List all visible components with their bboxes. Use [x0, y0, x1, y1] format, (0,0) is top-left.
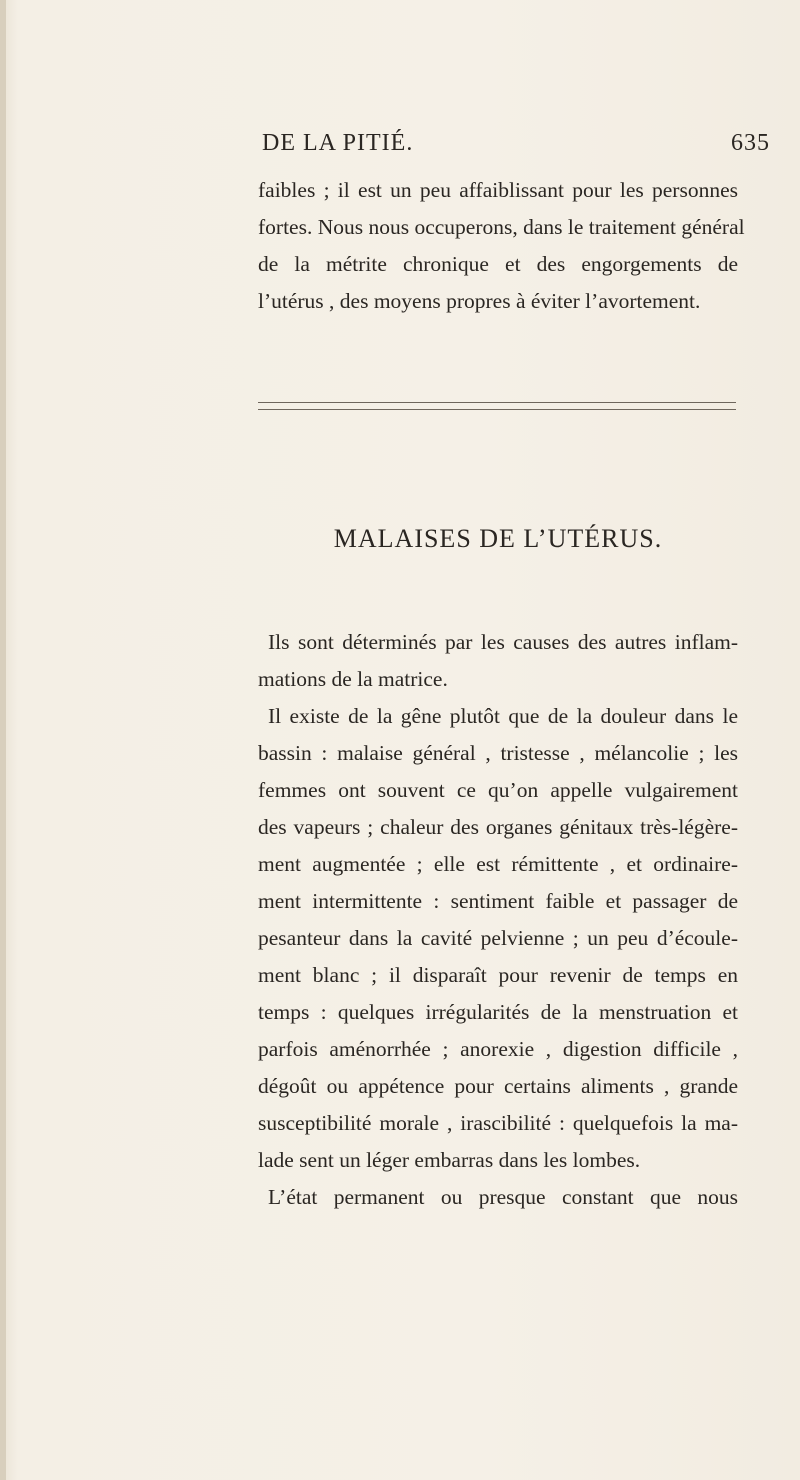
- paragraph: [258, 698, 738, 1179]
- section-title: MALAISES DE L’UTÉRUS.: [333, 524, 663, 553]
- text-line: pesanteur dans la cavité pelvienne ; un peu d’écoule-: [258, 926, 738, 950]
- text-line: parfois aménorrhée ; anorexie , digestion difficile ,: [258, 1037, 738, 1061]
- text-line: Il existe de la gêne plutôt que de la douleur dans le: [268, 704, 738, 728]
- text-line: bassin : malaise général , tristesse , mélancolie ; les: [258, 741, 738, 765]
- running-head: [262, 130, 800, 170]
- text-line: de la métrite chronique et des engorgements de: [258, 252, 738, 276]
- page-number: 635: [731, 130, 770, 156]
- section-divider: [258, 402, 736, 410]
- page-spine-edge: [0, 0, 6, 1480]
- text-line: mations de la matrice.: [258, 667, 448, 691]
- text-line: femmes ont souvent ce qu’on appelle vulgairement: [258, 778, 738, 802]
- text-line: temps : quelques irrégularités de la menstruation et: [258, 1000, 738, 1024]
- text-line: lade sent un léger embarras dans les lombes.: [258, 1148, 641, 1172]
- text-line: l’utérus , des moyens propres à éviter l’avortement.: [258, 289, 701, 313]
- text-line: susceptibilité morale , irascibilité : quelquefois la ma-: [258, 1111, 738, 1135]
- text-line: dégoût ou appétence pour certains aliments , grande: [258, 1074, 738, 1098]
- text-line: des vapeurs ; chaleur des organes génitaux très-légère-: [258, 815, 738, 839]
- running-title: DE LA PITIÉ.: [262, 130, 414, 156]
- text-line: ment blanc ; il disparaît pour revenir de temps en: [258, 963, 738, 987]
- text-line: L’état permanent ou presque constant que nous: [268, 1185, 738, 1209]
- text-line: Ils sont déterminés par les causes des autres inflam-: [268, 630, 738, 654]
- top-paragraph: [258, 172, 745, 320]
- paragraph: [258, 1179, 738, 1216]
- text-line: ment intermittente : sentiment faible et passager de: [258, 889, 738, 913]
- text-line: fortes. Nous nous occuperons, dans le traitement général: [258, 215, 745, 239]
- text-line: ment augmentée ; elle est rémittente , et ordinaire-: [258, 852, 738, 876]
- paragraph: [258, 624, 738, 698]
- text-line: faibles ; il est un peu affaiblissant pour les personnes: [258, 178, 738, 202]
- section-body: [258, 624, 738, 1216]
